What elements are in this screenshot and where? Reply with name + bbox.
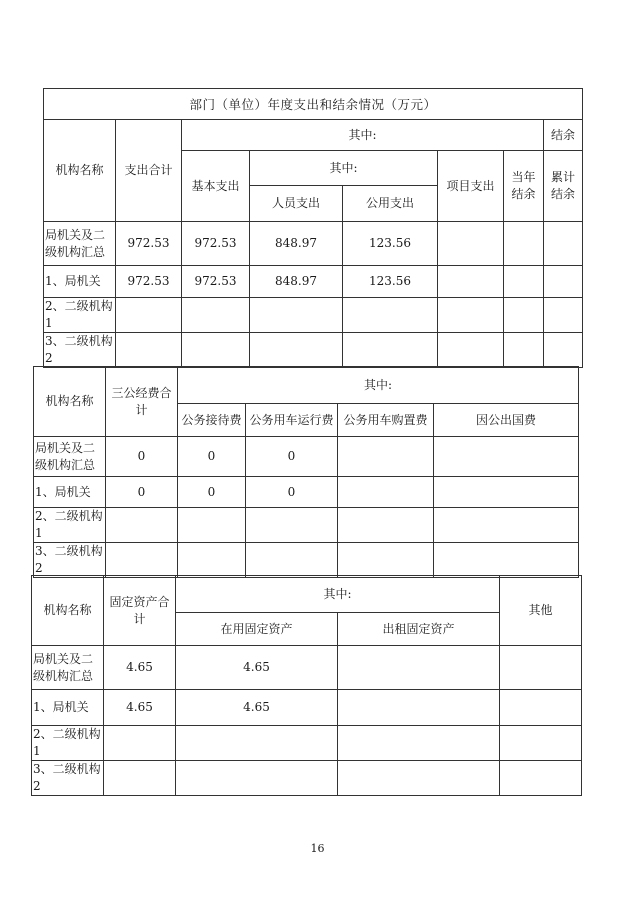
cell-vehicle-purchase: [338, 508, 434, 543]
col-header-org-name: 机构名称: [44, 120, 116, 222]
cell-total: 972.53: [116, 222, 182, 266]
cell-total: [106, 543, 178, 578]
table-row: [44, 333, 583, 368]
table-row: [32, 646, 582, 690]
cell-total: 4.65: [104, 646, 176, 690]
col-header-cumulative-surplus: 累计结余: [544, 151, 583, 222]
cell-vehicle-purchase: [338, 477, 434, 508]
cell-total: 972.53: [116, 266, 182, 298]
col-header-among: 其中:: [178, 367, 579, 404]
row-label: 2、二级机构 1: [44, 298, 116, 333]
cell-public: [343, 333, 438, 368]
cell-reception: 0: [178, 477, 246, 508]
cell-year-surplus: [504, 222, 544, 266]
cell-vehicle-purchase: [338, 437, 434, 477]
col-header-rented-assets: 出租固定资产: [338, 613, 500, 646]
cell-year-surplus: [504, 298, 544, 333]
cell-project: [438, 298, 504, 333]
cell-public: 123.56: [343, 266, 438, 298]
cell-total: 0: [106, 477, 178, 508]
row-label: 3、二级机构 2: [44, 333, 116, 368]
page-number: 16: [310, 842, 325, 855]
expenditure-surplus-table: [43, 88, 583, 368]
row-label: 1、局机关: [44, 266, 116, 298]
cell-cumulative-surplus: [544, 266, 583, 298]
table-row: [32, 726, 582, 761]
table-row: [34, 477, 579, 508]
cell-public: 123.56: [343, 222, 438, 266]
table-row: [34, 437, 579, 477]
cell-vehicle-operation: 0: [246, 477, 338, 508]
row-label: 1、局机关: [32, 690, 104, 726]
cell-reception: [178, 508, 246, 543]
cell-rented: [338, 761, 500, 796]
table-title: 部门（单位）年度支出和结余情况（万元）: [44, 89, 583, 120]
col-header-personnel: 人员支出: [250, 186, 343, 222]
cell-abroad: [434, 543, 579, 578]
table-row: [44, 222, 583, 266]
cell-total: [116, 333, 182, 368]
cell-vehicle-operation: [246, 543, 338, 578]
table-row: [44, 298, 583, 333]
cell-in-use: 4.65: [176, 646, 338, 690]
table-row: [44, 266, 583, 298]
table-row: [34, 543, 579, 578]
cell-project: [438, 266, 504, 298]
cell-total: 0: [106, 437, 178, 477]
cell-other: [500, 761, 582, 796]
cell-in-use: [176, 761, 338, 796]
cell-project: [438, 333, 504, 368]
cell-public: [343, 298, 438, 333]
cell-year-surplus: [504, 266, 544, 298]
fixed-assets-table: [31, 575, 582, 796]
col-header-vehicle-purchase: 公务用车购置费: [338, 404, 434, 437]
col-header-among: 其中:: [182, 120, 544, 151]
col-header-among-sub: 其中:: [250, 151, 438, 186]
cell-total: [104, 761, 176, 796]
cell-year-surplus: [504, 333, 544, 368]
cell-in-use: 4.65: [176, 690, 338, 726]
table-row: [32, 761, 582, 796]
row-label: 局机关及二级机构汇总: [44, 222, 116, 266]
cell-total: [106, 508, 178, 543]
cell-basic: 972.53: [182, 266, 250, 298]
col-header-public: 公用支出: [343, 186, 438, 222]
row-label: 局机关及二级机构汇总: [34, 437, 106, 477]
cell-rented: [338, 646, 500, 690]
cell-total: 4.65: [104, 690, 176, 726]
cell-vehicle-purchase: [338, 543, 434, 578]
cell-personnel: 848.97: [250, 222, 343, 266]
cell-cumulative-surplus: [544, 298, 583, 333]
col-header-org-name: 机构名称: [34, 367, 106, 437]
cell-personnel: [250, 333, 343, 368]
table-row: [32, 690, 582, 726]
cell-vehicle-operation: 0: [246, 437, 338, 477]
cell-project: [438, 222, 504, 266]
row-label: 2、二级机构 1: [32, 726, 104, 761]
cell-abroad: [434, 477, 579, 508]
cell-other: [500, 726, 582, 761]
row-label: 1、局机关: [34, 477, 106, 508]
cell-other: [500, 690, 582, 726]
table-row: [34, 508, 579, 543]
cell-reception: [178, 543, 246, 578]
cell-basic: [182, 298, 250, 333]
col-header-year-surplus: 当年结余: [504, 151, 544, 222]
cell-cumulative-surplus: [544, 333, 583, 368]
col-header-total-expenditure: 支出合计: [116, 120, 182, 222]
cell-rented: [338, 726, 500, 761]
cell-basic: 972.53: [182, 222, 250, 266]
cell-abroad: [434, 437, 579, 477]
col-header-three-public-total: 三公经费合计: [106, 367, 178, 437]
cell-abroad: [434, 508, 579, 543]
cell-reception: 0: [178, 437, 246, 477]
cell-vehicle-operation: [246, 508, 338, 543]
cell-total: [104, 726, 176, 761]
cell-other: [500, 646, 582, 690]
col-header-org-name: 机构名称: [32, 576, 104, 646]
col-header-reception: 公务接待费: [178, 404, 246, 437]
col-header-basic-expenditure: 基本支出: [182, 151, 250, 222]
col-header-abroad: 因公出国费: [434, 404, 579, 437]
cell-cumulative-surplus: [544, 222, 583, 266]
row-label: 2、二级机构 1: [34, 508, 106, 543]
three-public-expenses-table: [33, 366, 579, 578]
cell-rented: [338, 690, 500, 726]
cell-total: [116, 298, 182, 333]
row-label: 局机关及二级机构汇总: [32, 646, 104, 690]
cell-personnel: 848.97: [250, 266, 343, 298]
col-header-in-use-assets: 在用固定资产: [176, 613, 338, 646]
cell-basic: [182, 333, 250, 368]
cell-in-use: [176, 726, 338, 761]
col-header-surplus: 结余: [544, 120, 583, 151]
col-header-project-expenditure: 项目支出: [438, 151, 504, 222]
col-header-fixed-assets-total: 固定资产合计: [104, 576, 176, 646]
row-label: 3、二级机构 2: [32, 761, 104, 796]
col-header-vehicle-operation: 公务用车运行费: [246, 404, 338, 437]
row-label: 3、二级机构 2: [34, 543, 106, 578]
col-header-among: 其中:: [176, 576, 500, 613]
col-header-other: 其他: [500, 576, 582, 646]
cell-personnel: [250, 298, 343, 333]
